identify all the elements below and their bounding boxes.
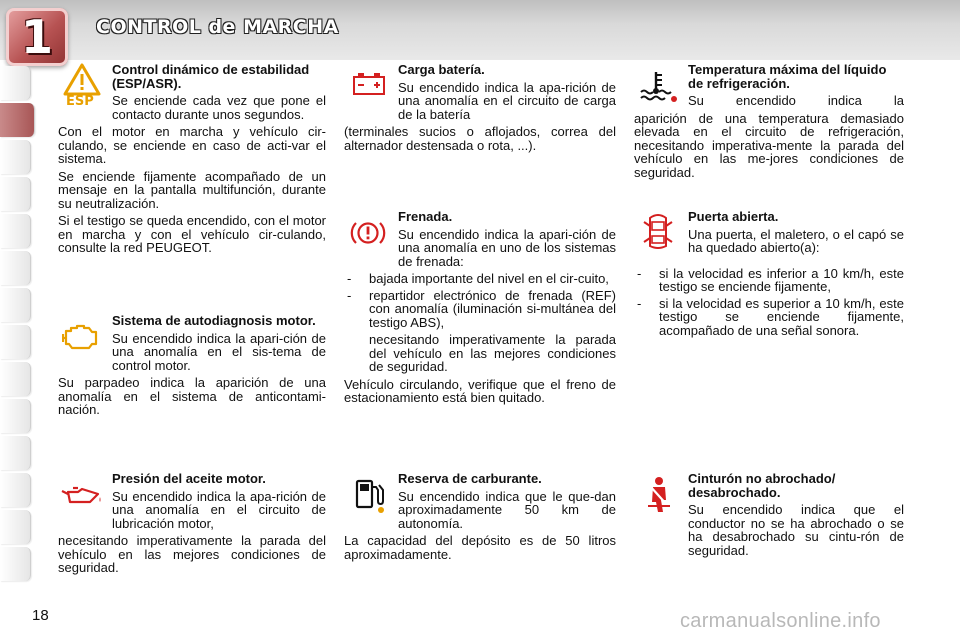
section-autodiagnosis <box>58 314 326 421</box>
section-intro: Su encendido indica que le que-dan aproximadamente 50 km de autonomía. <box>398 488 616 531</box>
section-title: Frenada. <box>398 209 453 224</box>
list-item: - repartidor electrónico de frenada (REF) con anomalía (iluminación si-multánea del testigo ABS), <box>344 289 616 330</box>
section-seatbelt <box>634 472 904 561</box>
section-intro: Se enciende cada vez que pone el contacto durante unos segundos. <box>112 93 326 122</box>
chapter-tab[interactable] <box>0 362 31 396</box>
section-intro: Su encendido indica la <box>688 93 904 108</box>
section-battery <box>344 63 616 156</box>
section-title: Sistema de autodiagnosis motor. <box>112 313 316 328</box>
chapter-number: 1 <box>20 10 53 64</box>
section-intro: Su encendido indica la apa-rición de una anomalía en el circuito de lubricación motor, <box>112 488 326 531</box>
chapter-tab[interactable] <box>0 399 31 433</box>
list-item: - si la velocidad es superior a 10 km/h, este testigo se enciende fijamente, acompañado de una señal sonora. <box>634 297 904 338</box>
section-title: Reserva de carburante. <box>398 471 542 486</box>
chapter-tab[interactable] <box>0 288 31 322</box>
section-intro: Una puerta, el maletero, o el capó se ha quedado abierto(a): <box>688 226 904 255</box>
page-number: 18 <box>32 607 49 624</box>
chapter-tab[interactable] <box>0 251 31 285</box>
chapter-tab[interactable] <box>0 436 31 470</box>
section-fuel <box>344 472 616 565</box>
chapter-tab-active[interactable] <box>0 103 35 137</box>
section-paragraph: Su parpadeo indica la aparición de una anomalía en el sistema de anticontami-nación. <box>58 375 326 417</box>
section-paragraph: necesitando imperativamente la parada del vehículo en las mejores condiciones de seguridad. <box>58 533 326 575</box>
bullet-list <box>634 267 904 338</box>
section-esp <box>58 63 326 259</box>
list-item: - si la velocidad es inferior a 10 km/h, este testigo se enciende fijamente, <box>634 267 904 294</box>
chapter-tab[interactable] <box>0 547 31 581</box>
chapter-tabs <box>0 66 36 584</box>
section-intro: Su encendido indica la apari-ción de una anomalía en uno de los sistemas de frenada: <box>398 226 616 269</box>
list-item: - bajada importante del nivel en el cir-cuito, <box>344 272 616 286</box>
chapter-tab[interactable] <box>0 66 31 100</box>
section-paragraph: Si el testigo se queda encendido, con el motor en marcha y con el vehículo cir-culando, consulte la red PEUGEOT. <box>58 213 326 255</box>
section-paragraph: (terminales sucios o aflojados, correa del alternador destensada o rota, ...). <box>344 124 616 153</box>
section-intro: Su encendido indica la apa-rición de una anomalía en el circuito de carga de la batería <box>398 79 616 122</box>
watermark: carmanualsonline.info <box>680 610 881 632</box>
section-intro: Su encendido indica la apari-ción de una anomalía en el sis-tema de control motor. <box>112 330 326 373</box>
chapter-tab[interactable] <box>0 510 31 544</box>
chapter-tab[interactable] <box>0 177 31 211</box>
page-title: CONTROL de MARCHA <box>96 16 339 38</box>
bullet-list <box>344 272 616 329</box>
chapter-tab[interactable] <box>0 325 31 359</box>
section-paragraph: La capacidad del depósito es de 50 litros aproximadamente. <box>344 533 616 562</box>
section-title: Carga batería. <box>398 62 485 77</box>
chapter-badge <box>6 8 68 66</box>
section-door-open <box>634 210 904 341</box>
section-paragraph: Con el motor en marcha y vehículo cir-culando, se enciende en caso de acti-var el sistema. <box>58 124 326 166</box>
section-paragraph: aparición de una temperatura demasiado elevada en el circuito de refrigeración, necesitando imperativa-mente la parada del vehículo en las me-jores condiciones de seguridad. <box>634 110 904 180</box>
section-paragraph: Vehículo circulando, verifique que el freno de estacionamiento está bien quitado. <box>344 376 616 405</box>
esp-icon-label: ESP <box>66 94 94 109</box>
section-title: Temperatura máxima del líquido de refrigeración. <box>688 62 887 91</box>
chapter-tab[interactable] <box>0 140 31 174</box>
section-title: Puerta abierta. <box>688 209 779 224</box>
section-title: Control dinámico de estabilidad (ESP/ASR). <box>112 62 310 91</box>
section-title: Presión del aceite motor. <box>112 471 266 486</box>
section-oil-pressure <box>58 472 326 579</box>
section-intro: Su encendido indica que el conductor no se ha abrochado o se ha desabrochado su cintu-rón de seguridad. <box>688 502 904 558</box>
section-title: Cinturón no abrochado/ desabrochado. <box>688 471 836 500</box>
section-coolant <box>634 63 904 183</box>
chapter-tab[interactable] <box>0 473 31 507</box>
chapter-tab[interactable] <box>0 214 31 248</box>
section-paragraph: Se enciende fijamente acompañado de un mensaje en la pantalla multifunción, durante su neutralización. <box>58 168 326 211</box>
section-brake <box>344 210 616 409</box>
section-continuation: necesitando imperativamente la parada del vehículo en las mejores condiciones de seguridad. <box>369 332 616 374</box>
